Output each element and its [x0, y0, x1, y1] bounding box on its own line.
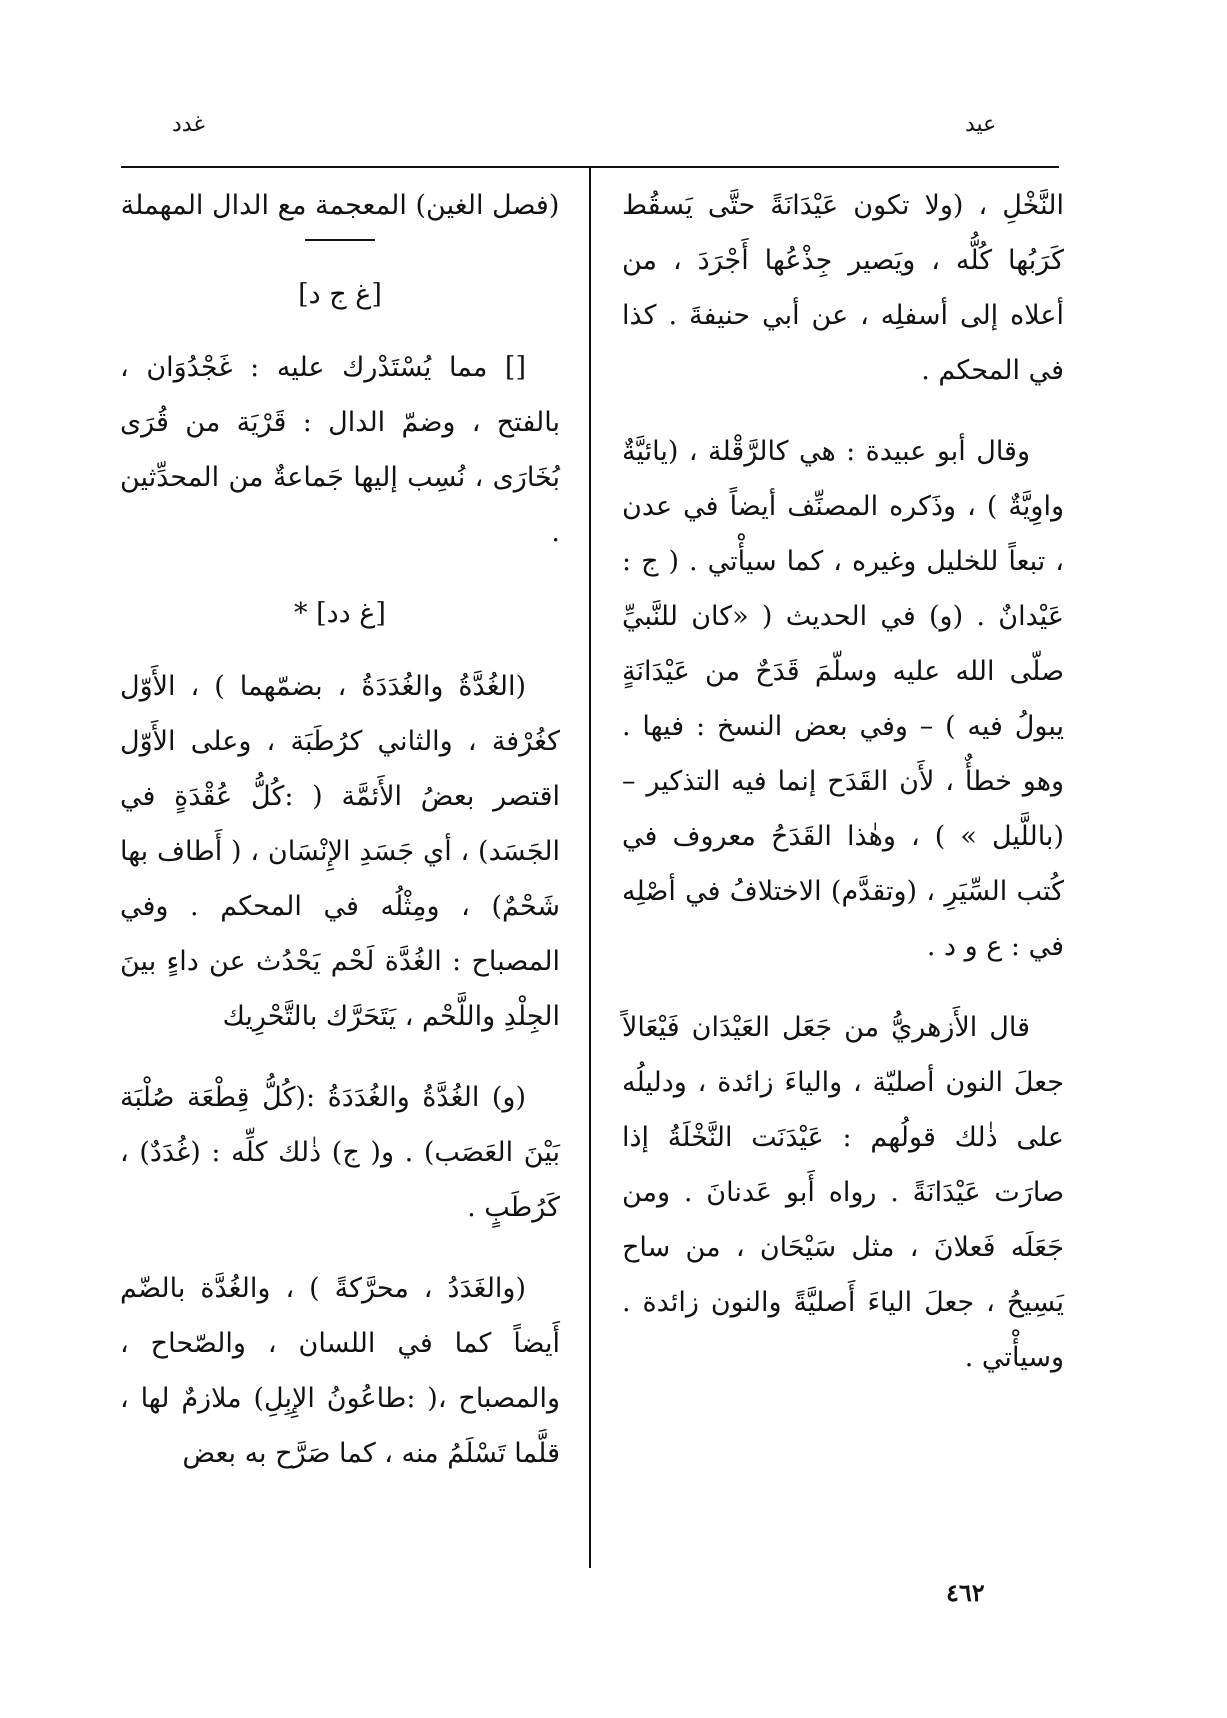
paragraph: وقال أبو عبيدة : هي كالرَّقْلة ، (يائيَّةٌ واوِيَّةٌ ) ، وذَكره المصنِّف أيضاً في عدن ، تبعاً للخليل وغيره ، كما سيأْتي . ( ج : عَيْدانٌ . (و) في الحديث ( «كان للنَّبيِّ صلّى الله عليه وسلّمَ قَدَحٌ من عَيْدَانَةٍ يبولُ فيه ) – وفي بعض النسخ : فيها . وهو خطأٌ ، لأَن القَدَح إنما فيه التذكير – (باللَّيل » ) ، وهٰذا القَدَحُ معروف في كُتب السِّيَرِ ، (وتقدَّم) الاختلافُ في أصْلِه في : ع و د .: [622, 436, 1064, 962]
left-column: [120, 178, 560, 1507]
paragraph: (والغَدَدُ ، محرَّكةً ) ، والغُدَّة بالضّم أَيضاً كما في اللسان ، والصّحاح ، والمصباح ،( :طاعُونُ الإِبِلِ) ملازمٌ لها ، قلَّما تَسْلَمُ منه ، كما صَرَّح به بعض: [120, 1273, 560, 1469]
paragraph: (الغُدَّةُ والغُدَدَةُ ، بضمّهما ) ، الأَوّل كغُرْفة ، والثاني كرُطَبَة ، وعلى الأَوّل اقتصر بعضُ الأَئمَّة ( :كُلُّ عُقْدَةٍ في الجَسَد) ، أي جَسَدِ الإِنْسَان ، ( أَطاف بها شَحْمٌ) ، ومِثْلُه في المحكم . وفي المصباح : الغُدَّة لَحْم يَحْدُث عن داءٍ بينَ الجِلْدِ واللَّحْم ، يَتَحَرَّك بالتَّحْرِيك: [120, 671, 560, 1032]
page-number: ٤٦٢: [946, 1578, 985, 1607]
column-divider: [589, 168, 591, 1568]
section-title: (فصل الغين) المعجمة مع الدال المهملة: [120, 190, 560, 221]
paragraph: قال الأَزهريُّ من جَعَل العَيْدَان فَيْعَالاً جعلَ النون أصليّة ، والياءَ زائدة ، ودليلُه على ذٰلك قولُهم : عَيْدَنَت النَّخْلَةُ إذا صارَت عَيْدَانَةً . رواه أَبو عَدنانَ . ومن جَعَلَه فَعلانَ ، مثل سَيْحَان ، من ساح يَسِيحُ ، جعلَ الياءَ أَصليَّةً والنون زائدة . وسيأْتي .: [622, 1012, 1064, 1373]
paragraph: [] مما يُسْتَدْرك عليه : غَجْدُوَان ، بالفتح ، وضمّ الدال : قَرْيَة من قُرَى بُخَارَى ، نُسِب إليها جَماعةٌ من المحدِّثين .: [120, 352, 560, 548]
paragraph: النَّخْلِ ، (ولا تكون عَيْدَانَةً حتَّى يَسقُط كَرَبُها كُلُّه ، ويَصير جِذْعُها أَجْرَدَ ، من أعلاه إلى أسفلِه ، عن أبي حنيفةَ . كذا في المحكم .: [622, 190, 1064, 386]
running-head-right: عيد: [965, 112, 997, 137]
running-head-left: غدد: [172, 112, 205, 137]
entry-heading: [غ دد] *: [294, 598, 386, 629]
entry-heading: [غ ج د]: [298, 279, 382, 310]
section-rule: [305, 239, 375, 241]
right-column: [622, 178, 1064, 1411]
paragraph: (و) الغُدَّةُ والغُدَدَةُ :(كُلُّ قِطْعَة صُلْبَة بَيْنَ العَصَب) . و( ج) ذٰلك كلِّه : (غُدَدٌ) ، كَرُطَبٍ .: [120, 1082, 560, 1223]
